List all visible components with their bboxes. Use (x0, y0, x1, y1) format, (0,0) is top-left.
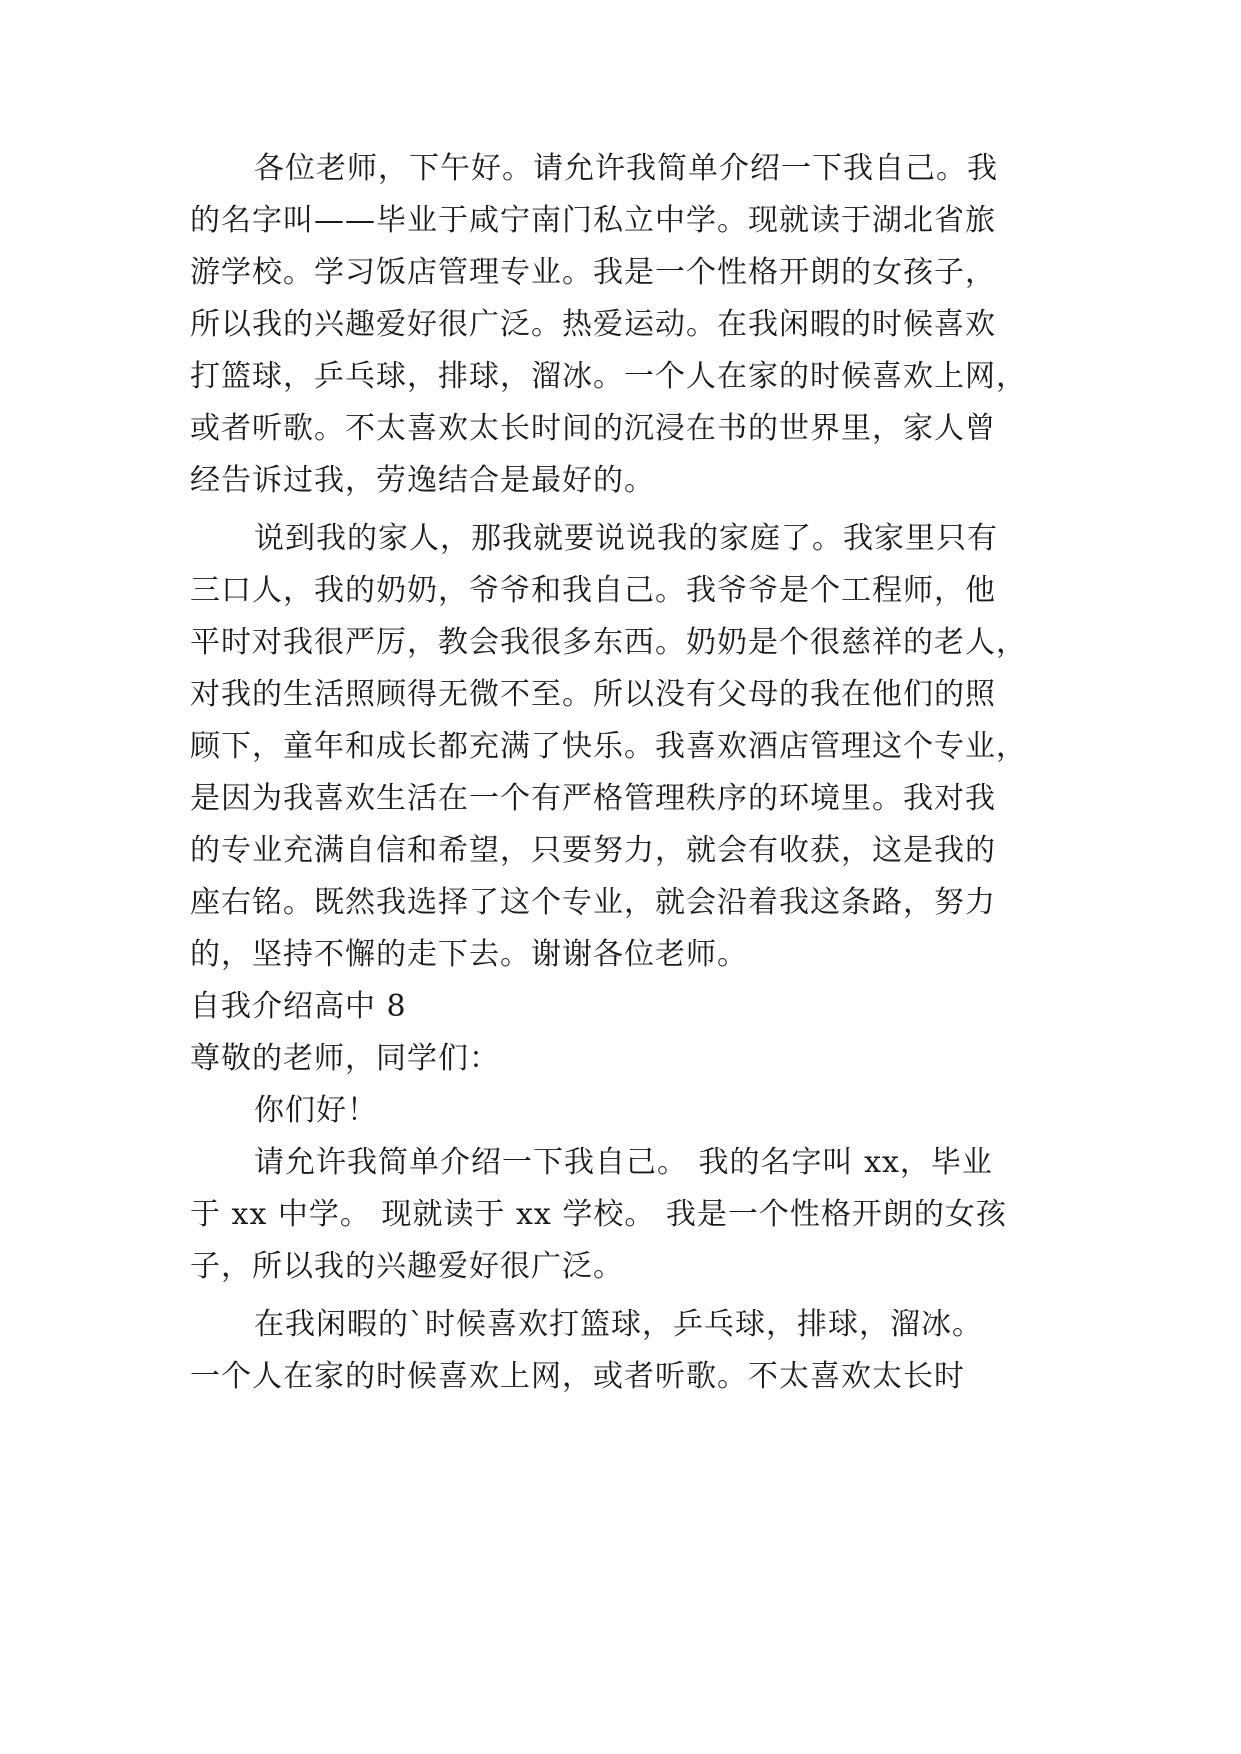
text-line: 对我的生活照顾得无微不至。所以没有父母的我在他们的照 (190, 677, 996, 712)
paragraph-1-line-3 (0, 253, 1241, 293)
paragraph-1-line-1 (0, 149, 1241, 189)
text-line: 座右铭。既然我选择了这个专业，就会沿着我这条路，努力 (190, 885, 996, 920)
text-line: 平时对我很严厉，教会我很多东西。奶奶是个很慈祥的老人， (190, 625, 1027, 660)
paragraph-1-line-2 (0, 201, 1241, 241)
paragraph-3-line-1 (0, 1143, 1241, 1183)
text-line: 顾下，童年和成长都充满了快乐。我喜欢酒店管理这个专业， (190, 729, 1027, 764)
section-title (0, 987, 1241, 1027)
text-line: 经告诉过我，劳逸结合是最好的。 (190, 463, 655, 498)
text-line: 的专业充满自信和希望，只要努力，就会有收获，这是我的 (190, 833, 996, 868)
salutation-text: 尊敬的老师，同学们： (190, 1041, 500, 1076)
text-line: 各位老师，下午好。请允许我简单介绍一下我自己。我 (254, 151, 998, 186)
paragraph-3-line-2 (0, 1195, 1241, 1235)
paragraph-1-line-7 (0, 461, 1241, 501)
paragraph-1-line-6 (0, 409, 1241, 449)
text-line: 是因为我喜欢生活在一个有严格管理秩序的环境里。我对我 (190, 781, 996, 816)
text-line: 一个人在家的时候喜欢上网，或者听歌。不太喜欢太长时 (190, 1359, 965, 1394)
text-line: 所以我的兴趣爱好很广泛。热爱运动。在我闲暇的时候喜欢 (190, 307, 996, 342)
paragraph-2-line-7 (0, 831, 1241, 871)
text-line: 子，所以我的兴趣爱好很广泛。 (190, 1249, 624, 1284)
paragraph-2-line-6 (0, 779, 1241, 819)
paragraph-1-line-5 (0, 357, 1241, 397)
section-title-text: 自我介绍高中 8 (190, 989, 407, 1024)
text-line: 说到我的家人，那我就要说说我的家庭了。我家里只有 (254, 521, 998, 556)
paragraph-1-line-4 (0, 305, 1241, 345)
salutation (0, 1039, 1241, 1079)
paragraph-2-line-1 (0, 519, 1241, 559)
paragraph-2-line-4 (0, 675, 1241, 715)
text-line: 游学校。学习饭店管理专业。我是一个性格开朗的女孩子， (190, 255, 996, 290)
paragraph-2-line-9 (0, 935, 1241, 975)
text-line: 打篮球，乒乓球，排球，溜冰。一个人在家的时候喜欢上网， (190, 359, 1027, 394)
text-line: 三口人，我的奶奶，爷爷和我自己。我爷爷是个工程师，他 (190, 573, 996, 608)
text-line: 请允许我简单介绍一下我自己。 我的名字叫 xx，毕业 (254, 1145, 993, 1180)
paragraph-3-line-3 (0, 1247, 1241, 1287)
text-line: 于 xx 中学。 现就读于 xx 学校。 我是一个性格开朗的女孩 (190, 1197, 1007, 1232)
paragraph-4-line-2 (0, 1357, 1241, 1397)
text-line: 或者听歌。不太喜欢太长时间的沉浸在书的世界里，家人曾 (190, 411, 996, 446)
text-line: 的，坚持不懈的走下去。谢谢各位老师。 (190, 937, 748, 972)
paragraph-2-line-3 (0, 623, 1241, 663)
paragraph-2-line-2 (0, 571, 1241, 611)
greeting (0, 1091, 1241, 1131)
text-line: 的名字叫——毕业于咸宁南门私立中学。现就读于湖北省旅 (190, 203, 996, 238)
paragraph-4-line-1 (0, 1305, 1241, 1345)
paragraph-2-line-8 (0, 883, 1241, 923)
text-line: 在我闲暇的`时候喜欢打篮球，乒乓球，排球，溜冰。 (254, 1307, 983, 1342)
greeting-text: 你们好！ (254, 1093, 378, 1128)
paragraph-2-line-5 (0, 727, 1241, 767)
